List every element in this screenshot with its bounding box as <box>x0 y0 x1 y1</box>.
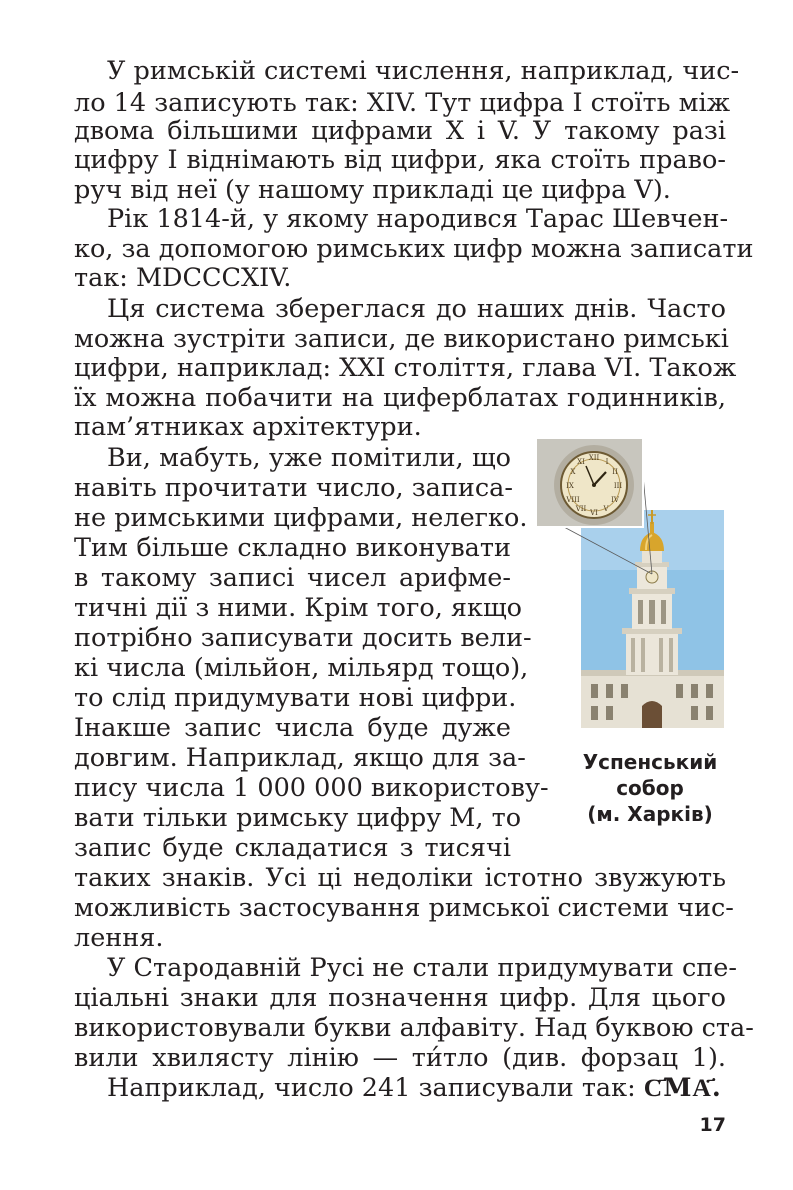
text-line: потрібно записувати досить вели- <box>74 623 532 653</box>
text-line: вати тільки римську цифру M, то <box>74 803 522 833</box>
page-number: 17 <box>699 1114 726 1136</box>
text-line: ціальні знаки для позначення цифр. Для цього <box>74 983 726 1013</box>
text-line: ко, за допомогою римських цифр можна записати <box>74 234 754 264</box>
cathedral-photo <box>536 438 726 730</box>
figure-caption <box>545 749 755 827</box>
text-line: У римській системі числення, наприклад, чис- <box>107 56 740 86</box>
svg-text:II: II <box>612 468 618 476</box>
text-line: довгим. Наприклад, якщо для за- <box>74 743 526 773</box>
paragraph-6 <box>107 1072 727 1104</box>
text-line: в такому записі чисел арифме- <box>74 563 511 593</box>
text-line: так: MDCCCXIV. <box>74 263 292 293</box>
svg-text:III: III <box>613 482 623 490</box>
text-line: їх можна побачити на циферблатах годинників, <box>74 383 726 413</box>
text-line: навіть прочитати число, записа- <box>74 473 513 503</box>
caption-line: (м. Харків) <box>587 802 713 826</box>
text-span: Наприклад, число 241 записували так: <box>107 1073 636 1103</box>
text-line: Тим більше складно виконувати <box>74 533 511 563</box>
caption-line: Успенський <box>582 750 718 774</box>
clock-inset <box>536 438 643 527</box>
text-line: використовували букви алфавіту. Над буквою ста- <box>74 1013 754 1043</box>
text-line: тичні дії з ними. Крім того, якщо <box>74 593 523 623</box>
svg-text:VI: VI <box>590 509 598 517</box>
text-line: запис буде складатися з тисячі <box>74 833 511 863</box>
caption-line: собор <box>616 776 684 800</box>
text-line: двома більшими цифрами X і V. У такому разі <box>74 116 726 146</box>
text-line: ло 14 записують так: XIV. Тут цифра I стоїть між <box>74 88 731 118</box>
text-line: можна зустріти записи, де використано римські <box>74 324 729 354</box>
svg-text:V: V <box>603 505 609 513</box>
text-line: то слід придумувати нові цифри. <box>74 683 517 713</box>
svg-text:VII: VII <box>575 505 587 513</box>
svg-text:XII: XII <box>588 454 600 462</box>
text-line: Ви, мабуть, уже помітили, що <box>107 443 511 473</box>
text-line: не римськими цифрами, нелегко. <box>74 503 528 533</box>
svg-text:XI: XI <box>577 458 585 466</box>
text-line: таких знаків. Усі ці недоліки істотно звужують <box>74 863 726 893</box>
text-line: вили хвилясту лінію — ти́тло (див. форзац 1). <box>74 1043 726 1073</box>
text-line: пам’ятниках архітектури. <box>74 412 422 442</box>
text-line: руч від неї (у нашому прикладі це цифра V). <box>74 175 671 205</box>
svg-text:IV: IV <box>611 496 619 504</box>
text-line: кі числа (мільйон, мільярд тощо), <box>74 653 529 683</box>
text-line: Інакше запис числа буде дуже <box>74 713 511 743</box>
text-line: Ця система збереглася до наших днів. Часто <box>107 294 726 324</box>
text-line: цифри, наприклад: XXI століття, глава VI. Також <box>74 353 737 383</box>
svg-text:VIII: VIII <box>566 496 580 504</box>
text-line: можливість застосування римської системи чис- <box>74 893 734 923</box>
text-line: лення. <box>74 923 164 953</box>
text-line: У Стародавній Русі не стали придумувати спе- <box>107 953 737 983</box>
svg-text:IX: IX <box>566 482 574 490</box>
svg-text:I: I <box>605 458 609 466</box>
svg-text:X: X <box>570 468 576 476</box>
text-line: Рік 1814-й, у якому народився Тарас Шевчен- <box>107 204 729 234</box>
titlo-number-241: С҃МА҃. <box>643 1073 722 1103</box>
text-line: пису числа 1 000 000 використову- <box>74 773 549 803</box>
text-line: цифру I віднімають від цифри, яка стоїть право- <box>74 145 726 175</box>
